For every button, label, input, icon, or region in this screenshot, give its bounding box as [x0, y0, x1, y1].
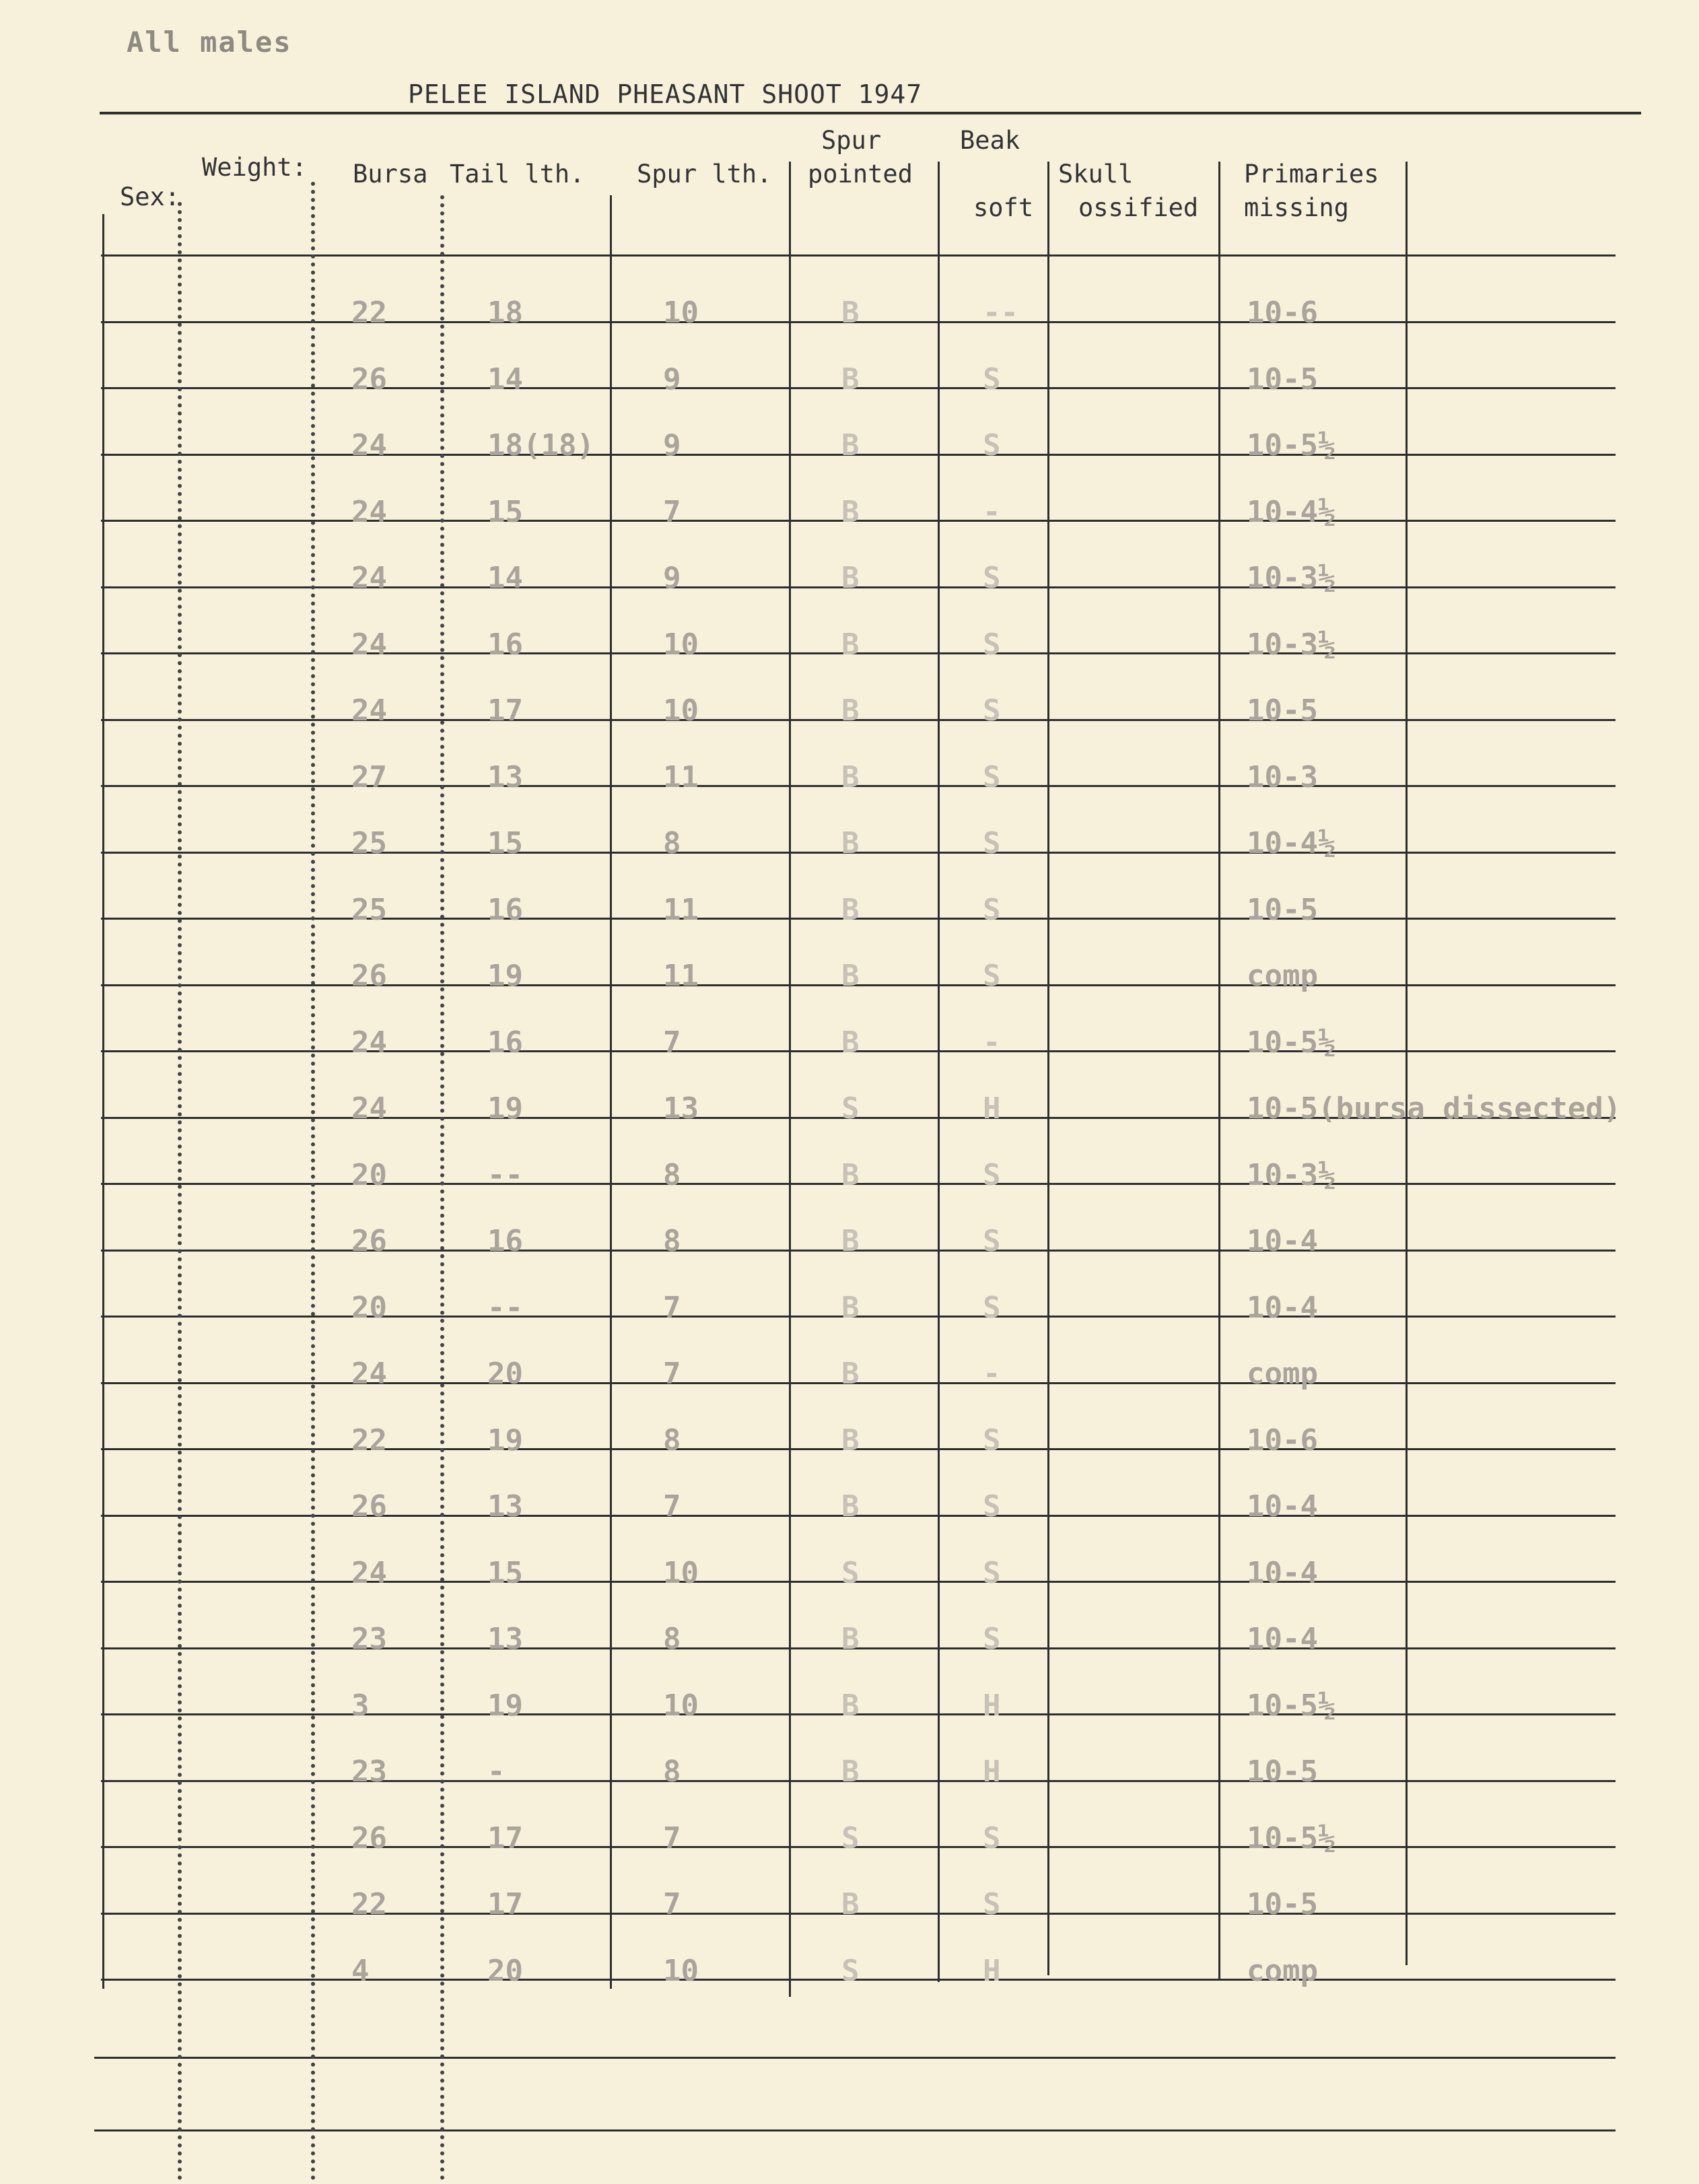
header-primaries-line2: missing [1244, 193, 1349, 222]
cell-spur: 9 [663, 561, 681, 595]
cell-beak: S [983, 1887, 1001, 1921]
cell-tail: 17 [487, 1887, 523, 1921]
cell-tail: 15 [487, 494, 523, 529]
cell-pointed: B [841, 826, 860, 860]
cell-spur: 7 [663, 1357, 681, 1391]
cell-primaries: 10-6 [1247, 1423, 1318, 1458]
cell-tail: 19 [487, 1091, 523, 1126]
cell-bursa: 27 [351, 759, 387, 794]
cell-primaries: 10-5½ [1247, 1688, 1336, 1723]
cell-bursa: 22 [351, 296, 387, 330]
cell-primaries: 10-5 [1247, 892, 1318, 927]
page-note: All males [127, 26, 292, 59]
cell-tail: 13 [487, 1622, 523, 1656]
cell-spur: 10 [663, 1688, 699, 1723]
cell-primaries: 10-5½ [1247, 1820, 1336, 1855]
cell-tail: 16 [487, 1224, 523, 1258]
cell-primaries: 10-5(bursa dissected) [1247, 1091, 1622, 1126]
cell-beak: S [983, 1622, 1001, 1656]
cell-pointed: B [841, 1688, 860, 1723]
cell-tail: 13 [487, 759, 523, 794]
column-rule [610, 195, 612, 1989]
header-sex: Sex: [120, 182, 180, 211]
cell-bursa: 22 [351, 1423, 387, 1458]
cell-primaries: 10-4 [1247, 1622, 1318, 1656]
cell-tail: 18 [487, 296, 523, 330]
cell-bursa: 26 [351, 1224, 387, 1258]
cell-pointed: B [841, 1423, 860, 1458]
dotted-column-rule [440, 195, 448, 2181]
cell-bursa: 24 [351, 693, 387, 728]
cell-primaries: 10-4½ [1247, 826, 1336, 860]
cell-primaries: 10-3 [1247, 759, 1318, 794]
column-rule [1406, 162, 1408, 1965]
cell-beak: H [983, 1953, 1001, 1988]
cell-primaries: 10-4½ [1247, 494, 1336, 529]
cell-spur: 7 [663, 1290, 681, 1325]
cell-pointed: S [841, 1091, 860, 1126]
cell-bursa: 4 [351, 1953, 370, 1988]
cell-tail: 19 [487, 1688, 523, 1723]
cell-pointed: B [841, 362, 860, 397]
cell-pointed: B [841, 296, 860, 330]
cell-bursa: 23 [351, 1622, 387, 1656]
cell-bursa: 26 [351, 1820, 387, 1855]
cell-spur: 7 [663, 1025, 681, 1060]
cell-spur: 8 [663, 1423, 681, 1458]
cell-pointed: B [841, 1622, 860, 1656]
cell-tail: 20 [487, 1953, 523, 1988]
cell-bursa: 24 [351, 627, 387, 662]
cell-spur: 8 [663, 1157, 681, 1192]
cell-tail: 14 [487, 561, 523, 595]
cell-pointed: B [841, 1157, 860, 1192]
cell-spur: 11 [663, 759, 699, 794]
cell-tail: 17 [487, 693, 523, 728]
cell-primaries: 10-3½ [1247, 627, 1336, 662]
column-rule [1047, 162, 1049, 1975]
cell-tail: - [487, 1754, 506, 1789]
cell-pointed: B [841, 1754, 860, 1789]
cell-pointed: B [841, 1025, 860, 1060]
dotted-column-rule [311, 182, 319, 2181]
cell-spur: 10 [663, 296, 699, 330]
cell-bursa: 26 [351, 959, 387, 993]
cell-beak: - [983, 494, 1001, 529]
cell-spur: 9 [663, 362, 681, 397]
cell-pointed: B [841, 892, 860, 927]
cell-primaries: comp [1247, 1357, 1318, 1391]
cell-bursa: 24 [351, 1357, 387, 1391]
cell-spur: 8 [663, 1622, 681, 1656]
row-rule [94, 2057, 1616, 2059]
cell-spur: 9 [663, 428, 681, 463]
column-rule [102, 214, 104, 1989]
header-spur-pointed-line1: Spur [821, 126, 882, 155]
header-tail-length: Tail lth. [450, 160, 585, 189]
cell-beak: S [983, 362, 1001, 397]
cell-spur: 13 [663, 1091, 699, 1126]
cell-primaries: 10-5½ [1247, 1025, 1336, 1060]
cell-primaries: 10-4 [1247, 1224, 1318, 1258]
cell-beak: S [983, 759, 1001, 794]
cell-spur: 7 [663, 1820, 681, 1855]
cell-primaries: 10-3½ [1247, 561, 1336, 595]
cell-tail: 16 [487, 892, 523, 927]
cell-beak: H [983, 1091, 1001, 1126]
cell-bursa: 25 [351, 826, 387, 860]
cell-beak: S [983, 1157, 1001, 1192]
dotted-column-rule [178, 202, 186, 2181]
cell-beak: S [983, 1555, 1001, 1590]
cell-spur: 10 [663, 627, 699, 662]
cell-beak: S [983, 561, 1001, 595]
cell-pointed: B [841, 1887, 860, 1921]
cell-pointed: S [841, 1953, 860, 1988]
cell-tail: 19 [487, 959, 523, 993]
cell-tail: 15 [487, 1555, 523, 1590]
cell-beak: S [983, 892, 1001, 927]
cell-pointed: B [841, 759, 860, 794]
header-skull-line1: Skull [1058, 160, 1134, 189]
cell-pointed: B [841, 1290, 860, 1325]
cell-beak: -- [983, 296, 1018, 330]
cell-spur: 8 [663, 1754, 681, 1789]
row-rule [101, 254, 1616, 257]
cell-primaries: comp [1247, 959, 1318, 993]
cell-pointed: B [841, 561, 860, 595]
cell-pointed: B [841, 494, 860, 529]
cell-tail: -- [487, 1290, 523, 1325]
cell-beak: S [983, 627, 1001, 662]
cell-tail: 18(18) [487, 428, 594, 463]
cell-spur: 10 [663, 1555, 699, 1590]
cell-bursa: 24 [351, 1025, 387, 1060]
cell-pointed: B [841, 627, 860, 662]
cell-primaries: 10-5 [1247, 1887, 1318, 1921]
cell-tail: 16 [487, 627, 523, 662]
cell-bursa: 24 [351, 1555, 387, 1590]
cell-bursa: 26 [351, 1489, 387, 1524]
cell-pointed: S [841, 1555, 860, 1590]
cell-spur: 8 [663, 826, 681, 860]
cell-spur: 8 [663, 1224, 681, 1258]
cell-pointed: B [841, 1224, 860, 1258]
cell-beak: S [983, 1489, 1001, 1524]
header-beak-line1: Beak [960, 126, 1020, 155]
cell-primaries: comp [1247, 1953, 1318, 1988]
cell-primaries: 10-3½ [1247, 1157, 1336, 1192]
cell-beak: H [983, 1688, 1001, 1723]
cell-tail: 13 [487, 1489, 523, 1524]
cell-primaries: 10-6 [1247, 296, 1318, 330]
cell-tail: 14 [487, 362, 523, 397]
cell-spur: 11 [663, 892, 699, 927]
cell-bursa: 24 [351, 561, 387, 595]
header-weight: Weight: [202, 153, 307, 182]
cell-pointed: B [841, 1489, 860, 1524]
cell-beak: S [983, 1423, 1001, 1458]
cell-primaries: 10-5½ [1247, 428, 1336, 463]
cell-spur: 7 [663, 1489, 681, 1524]
cell-primaries: 10-5 [1247, 693, 1318, 728]
cell-primaries: 10-4 [1247, 1555, 1318, 1590]
cell-tail: 20 [487, 1357, 523, 1391]
cell-bursa: 20 [351, 1290, 387, 1325]
cell-bursa: 24 [351, 428, 387, 463]
column-rule [789, 162, 791, 1997]
row-rule [94, 2129, 1616, 2131]
cell-primaries: 10-5 [1247, 362, 1318, 397]
cell-tail: 19 [487, 1423, 523, 1458]
cell-tail: 16 [487, 1025, 523, 1060]
header-beak-line2: soft [973, 193, 1034, 222]
header-bursa: Bursa [353, 160, 428, 189]
column-rule [1218, 162, 1220, 1981]
cell-pointed: B [841, 428, 860, 463]
cell-spur: 7 [663, 494, 681, 529]
cell-beak: - [983, 1357, 1001, 1391]
cell-beak: S [983, 826, 1001, 860]
cell-tail: 15 [487, 826, 523, 860]
cell-bursa: 20 [351, 1157, 387, 1192]
header-primaries-line1: Primaries [1244, 160, 1379, 189]
cell-beak: S [983, 428, 1001, 463]
header-skull-line2: ossified [1078, 193, 1199, 222]
cell-bursa: 23 [351, 1754, 387, 1789]
cell-beak: S [983, 1820, 1001, 1855]
cell-spur: 7 [663, 1887, 681, 1921]
header-spur-length: Spur lth. [637, 160, 772, 189]
cell-bursa: 24 [351, 1091, 387, 1126]
cell-spur: 10 [663, 1953, 699, 1988]
cell-beak: - [983, 1025, 1001, 1060]
cell-primaries: 10-4 [1247, 1290, 1318, 1325]
cell-bursa: 3 [351, 1688, 370, 1723]
cell-beak: S [983, 1224, 1001, 1258]
cell-bursa: 26 [351, 362, 387, 397]
cell-beak: H [983, 1754, 1001, 1789]
cell-spur: 10 [663, 693, 699, 728]
cell-beak: S [983, 1290, 1001, 1325]
cell-primaries: 10-5 [1247, 1754, 1318, 1789]
page-title: PELEE ISLAND PHEASANT SHOOT 1947 [408, 79, 923, 109]
cell-bursa: 22 [351, 1887, 387, 1921]
cell-tail: -- [487, 1157, 523, 1192]
cell-beak: S [983, 959, 1001, 993]
header-spur-pointed-line2: pointed [808, 160, 913, 189]
cell-pointed: B [841, 1357, 860, 1391]
cell-bursa: 25 [351, 892, 387, 927]
cell-primaries: 10-4 [1247, 1489, 1318, 1524]
cell-pointed: S [841, 1820, 860, 1855]
cell-pointed: B [841, 693, 860, 728]
column-rule [938, 162, 940, 1982]
cell-pointed: B [841, 959, 860, 993]
cell-bursa: 24 [351, 494, 387, 529]
cell-beak: S [983, 693, 1001, 728]
title-underline [100, 112, 1641, 114]
cell-tail: 17 [487, 1820, 523, 1855]
cell-spur: 11 [663, 959, 699, 993]
